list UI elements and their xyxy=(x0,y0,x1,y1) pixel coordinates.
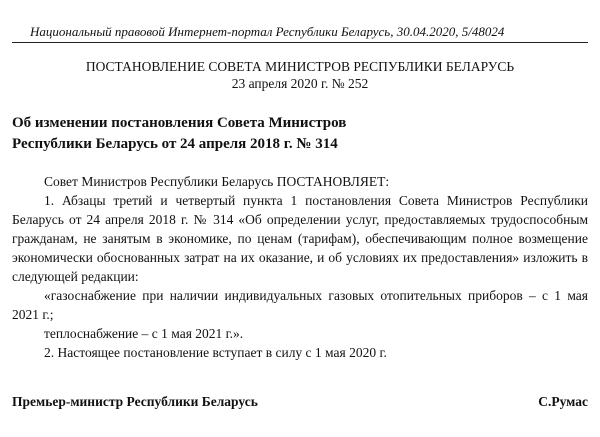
document-heading xyxy=(12,113,588,155)
intro-paragraph: Совет Министров Республики Беларусь ПОСТАНОВЛЯЕТ: xyxy=(44,174,390,189)
item-1-paragraph: 1. Абзацы третий и четвертый пункта 1 постановления Совета Министров Республики Беларусь от 24 апреля 2018 г. № 314 «Об определении услуг, предоставляемых трудоспособным гражданам, не занятым в экономике, по ценам (тарифам), обеспечивающим полное возмещение экономически обоснованных затрат на их оказание, и об условиях их предоставления» изложить в следующей редакции: xyxy=(12,193,588,284)
quote-1-paragraph: «газоснабжение при наличии индивидуальных газовых отопительных приборов – с 1 мая 2021 г.; xyxy=(12,288,588,322)
signature-block xyxy=(12,393,588,410)
document-heading-line-2: Республики Беларусь от 24 апреля 2018 г. № 314 xyxy=(12,136,338,152)
decree-title: ПОСТАНОВЛЕНИЕ СОВЕТА МИНИСТРОВ РЕСПУБЛИКИ БЕЛАРУСЬ xyxy=(85,59,515,74)
quote-2-paragraph: теплоснабжение – с 1 мая 2021 г.». xyxy=(44,326,244,341)
signatory-position: Премьер-министр Республики Беларусь xyxy=(12,394,258,409)
signatory-name: С.Румас xyxy=(538,394,588,409)
document-heading-line-1: Об изменении постановления Совета Министров xyxy=(12,115,347,131)
document-body xyxy=(12,172,588,362)
portal-header: Национальный правовой Интернет-портал Республики Беларусь, 30.04.2020, 5/48024 xyxy=(12,24,588,43)
decree-date-number: 23 апреля 2020 г. № 252 xyxy=(231,76,369,91)
item-2-paragraph: 2. Настоящее постановление вступает в силу с 1 мая 2020 г. xyxy=(44,345,387,360)
